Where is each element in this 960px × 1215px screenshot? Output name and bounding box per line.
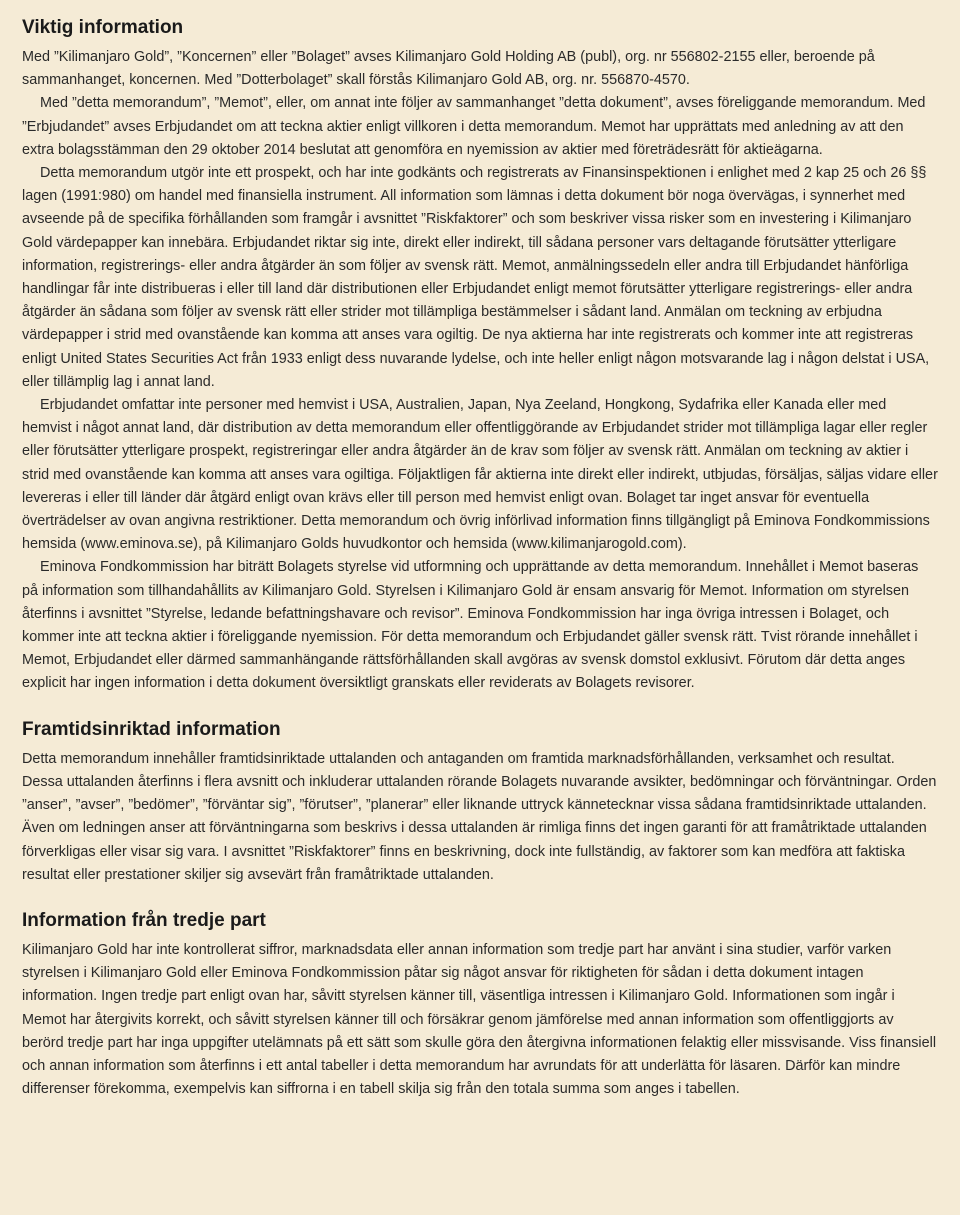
paragraph: Erbjudandet omfattar inte personer med hemvist i USA, Australien, Japan, Nya Zeeland, Hongkong, Sydafrika eller Kanada eller med hemvist i något annat land, där distribution av detta memorandum eller offentliggörande av Erbjudandet strider mot tillämpliga lagar eller regler eller förutsätter ytterligare prospekt, registreringar eller andra åtgärder än de krav som följer av svensk rätt. Anmälan om teckning av aktier i strid med ovanstående kan komma att anses vara ogiltiga. Följaktligen får aktierna inte direkt eller indirekt, utbjudas, försäljas, säljas vidare eller levereras i eller till länder där åtgärd enligt ovan krävs eller till person med hemvist enligt ovan. Bolaget tar inget ansvar för eventuella överträdelser av ovan angivna restriktioner. Detta memorandum och övrig införlivad information finns tillgängligt på Eminova Fondkommissions hemsida (www.eminova.se), på Kilimanjaro Golds huvudkontor och hemsida (www.kilimanjarogold.com). bbox=[22, 397, 938, 553]
paragraph: Med ”Kilimanjaro Gold”, ”Koncernen” eller ”Bolaget” avses Kilimanjaro Gold Holding AB (publ), org. nr 556802-2155 eller, beroende på sammanhanget, koncernen. Med ”Dotterbolaget” skall förstås Kilimanjaro Gold AB, org. nr. 556870-4570. bbox=[22, 49, 875, 89]
paragraph: Detta memorandum utgör inte ett prospekt, och har inte godkänts och registrerats av Finansinspektionen i enlighet med 2 kap 25 och 26 §§ lagen (1991:980) om handel med finansiella instrument. All information som lämnas i detta dokument bör noga övervägas, i synnerhet med avseende på de specifika förhållanden som framgår i avsnittet ”Riskfaktorer” och som beskriver vissa risker som en investering i Kilimanjaro Gold värdepapper kan innebära. Erbjudandet riktar sig inte, direkt eller indirekt, till sådana personer vars deltagande förutsätter ytterligare information, registrerings- eller andra åtgärder än som följer av svensk rätt. Memot, anmälningssedeln eller andra till Erbjudandet hänförliga handlingar får inte distribueras i eller till land där distributionen eller Erbjudandet enligt memot förutsätter ytterligare registrerings- eller andra åtgärder än sådana som följer av svensk rätt eller strider mot tillämpliga bestämmelser i sådant land. Anmälan om teckning av erbjudna värdepapper i strid med ovanstående kan komma att anses vara ogiltig. De nya aktierna har inte registrerats och kommer inte att registreras enligt United States Securities Act från 1933 enligt dess nuvarande lydelse, och inte heller enligt någon motsvarande lag i någon delstat i USA, eller tillämplig lag i annat land. bbox=[22, 165, 930, 390]
section-viktig-information bbox=[22, 12, 938, 696]
paragraph: Med ”detta memorandum”, ”Memot”, eller, om annat inte följer av sammanhanget ”detta dokument”, avses föreliggande memorandum. Med ”Erbjudandet” avses Erbjudandet om att teckna aktier enligt villkoren i detta memorandum. Memot har upprättats med anledning av att den extra bolagsstämman den 29 oktober 2014 beslutat att genomföra en nyemission av aktier med företrädesrätt för aktieägarna. bbox=[22, 95, 926, 158]
section-information-fran-tredje-part bbox=[22, 905, 938, 1101]
paragraph: Kilimanjaro Gold har inte kontrollerat siffror, marknadsdata eller annan information som tredje part har använt i sina studier, varför varken styrelsen i Kilimanjaro Gold eller Eminova Fondkommission påtar sig något ansvar för riktigheten för sådan i detta dokument intagen information. Ingen tredje part enligt ovan har, såvitt styrelsen känner till, väsentliga intressen i Kilimanjaro Gold. Informationen som ingår i Memot har återgivits korrekt, och såvitt styrelsen känner till och försäkrar genom jämförelse med annan information som offentliggjorts av berörd tredje part har inga uppgifter utelämnats på ett sätt som skulle göra den återgivna informationen felaktig eller missvisande. Viss finansiell och annan information som återfinns i ett antal tabeller i detta memorandum har avrundats för att underlätta för läsaren. Därför kan mindre differenser förekomma, exempelvis kan siffrorna i en tabell skilja sig från den totala summa som anges i tabellen. bbox=[22, 941, 937, 1098]
section-heading: Viktig information bbox=[22, 17, 184, 38]
section-heading: Framtidsinriktad information bbox=[22, 718, 281, 740]
section-heading: Information från tredje part bbox=[22, 909, 266, 931]
section-framtidsinriktad-information bbox=[22, 714, 938, 887]
paragraph: Detta memorandum innehåller framtidsinriktade uttalanden och antaganden om framtida marknadsförhållanden, verksamhet och resultat. Dessa uttalanden återfinns i flera avsnitt och inkluderar uttalanden rörande Bolagets nuvarande avsikter, bedömningar och förväntningar. Orden ”anser”, ”avser”, ”bedömer”, ”förväntar sig”, ”förutser”, ”planerar” eller liknande uttryck kännetecknar vissa sådana framtidsinriktade uttalanden. Även om ledningen anser att förväntningarna som beskrivs i dessa uttalanden är rimliga finns det ingen garanti för att framåtriktade uttalanden förverkligas eller visar sig vara. I avsnittet ”Riskfaktorer” finns en beskrivning, dock inte fullständig, av faktorer som kan medföra att faktiska resultat eller prestationer skiljer sig avsevärt från framåtriktade uttalanden. bbox=[22, 750, 937, 883]
paragraph: Eminova Fondkommission har biträtt Bolagets styrelse vid utformning och upprättande av detta memorandum. Innehållet i Memot baseras på information som tillhandahållits av Kilimanjaro Gold. Styrelsen i Kilimanjaro Gold är ensam ansvarig för Memot. Information om styrelsen återfinns i avsnittet ”Styrelse, ledande befattningshavare och revisor”. Eminova Fondkommission har inga övriga intressen i Bolaget, och kommer inte att teckna aktier i föreliggande nyemission. För detta memorandum och Erbjudandet gäller svensk rätt. Tvist rörande innehållet i Memot, Erbjudandet eller därmed sammanhängande rättsförhållanden skall avgöras av svensk domstol exklusivt. Förutom där detta anges explicit har ingen information i detta dokument översiktligt granskats eller reviderats av Bolagets revisorer. bbox=[22, 559, 919, 692]
